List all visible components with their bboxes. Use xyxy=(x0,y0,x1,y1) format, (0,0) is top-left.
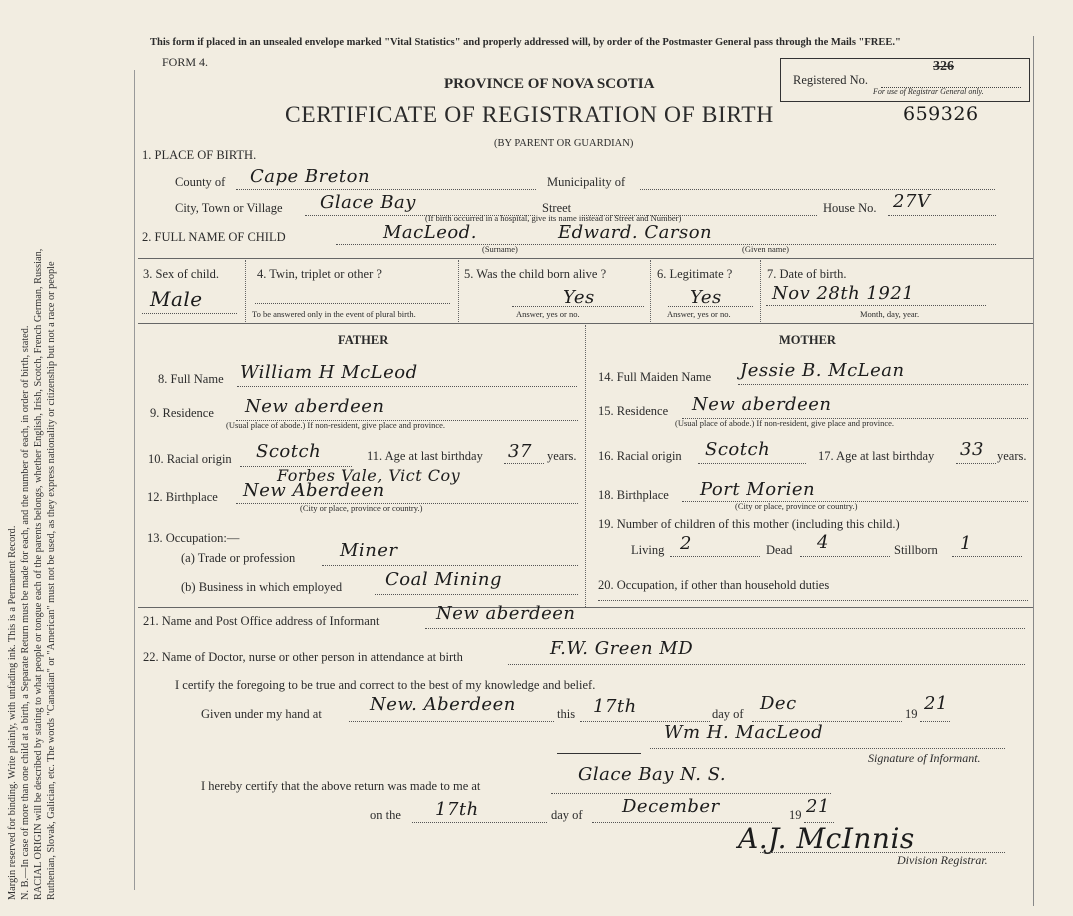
informant-certify-text: I certify the foregoing to be true and correct to the best of my knowledge and belief. xyxy=(175,678,596,692)
father-residence-note: (Usual place of abode.) If non-resident, give place and province. xyxy=(226,420,446,430)
alive-value: Yes xyxy=(563,287,595,308)
informant-signature: Wm H. MacLeod xyxy=(664,722,824,743)
mother-racial-value: Scotch xyxy=(705,439,771,460)
alive-label: 5. Was the child born alive ? xyxy=(464,267,607,281)
twin-note: To be answered only in the event of plural birth. xyxy=(252,309,416,319)
registrar-year: 21 xyxy=(806,796,830,817)
sex-label: 3. Sex of child. xyxy=(143,267,220,281)
mother-residence-value: New aberdeen xyxy=(692,394,832,415)
registrar-signature: A.J. McInnis xyxy=(738,822,915,855)
right-border xyxy=(1033,36,1034,906)
county-value: Cape Breton xyxy=(250,166,371,187)
registrar-certify-text: I hereby certify that the above return was made to me at xyxy=(201,779,481,793)
father-trade-value: Miner xyxy=(340,540,398,561)
mother-birthplace-note: (City or place, province or country.) xyxy=(735,501,858,511)
father-birthplace-note: (City or place, province or country.) xyxy=(300,503,423,513)
mother-birthplace-label: 18. Birthplace xyxy=(598,488,669,502)
father-birthplace-extra: Forbes Vale, Vict Coy xyxy=(277,466,461,485)
father-business-label: (b) Business in which employed xyxy=(181,580,343,594)
doctor-label: 22. Name of Doctor, nurse or other person in attendance at birth xyxy=(143,650,463,664)
town-value: Glace Bay xyxy=(320,192,416,213)
place-of-birth-label: 1. PLACE OF BIRTH. xyxy=(142,148,257,162)
dob-label: 7. Date of birth. xyxy=(767,267,847,281)
dob-note: Month, day, year. xyxy=(860,309,920,319)
given-place: New. Aberdeen xyxy=(370,694,516,715)
father-birthplace-label: 12. Birthplace xyxy=(147,490,218,504)
father-name-label: 8. Full Name xyxy=(158,372,224,386)
margin-line-3: RACIAL ORIGIN will be described by stating to what people or tongue each of the parents belongs, whether English, Irish, Scotch, French German, Russian, xyxy=(33,248,44,900)
father-residence-value: New aberdeen xyxy=(245,396,385,417)
living-label: Living xyxy=(631,543,665,557)
child-given-name: Edward. Carson xyxy=(558,222,713,243)
registered-note: For use of Registrar General only. xyxy=(873,87,984,96)
legitimate-label: 6. Legitimate ? xyxy=(657,267,733,281)
stillborn-label: Stillborn xyxy=(894,543,938,557)
mother-residence-note: (Usual place of abode.) If non-resident, give place and province. xyxy=(675,418,895,428)
margin-line-1: Margin reserved for binding. Write plainly, with unfading ink. This is a Permanent Record. xyxy=(7,525,18,900)
mother-name-label: 14. Full Maiden Name xyxy=(598,370,712,384)
twin-label: 4. Twin, triplet or other ? xyxy=(257,267,382,281)
father-age-unit: years. xyxy=(547,449,577,463)
margin-notes xyxy=(6,20,58,900)
mother-occupation-label: 20. Occupation, if other than household duties xyxy=(598,578,830,592)
father-birthplace-value: New Aberdeen xyxy=(243,480,385,501)
children-label: 19. Number of children of this mother (including this child.) xyxy=(598,517,900,531)
informant-label: 21. Name and Post Office address of Informant xyxy=(143,614,380,628)
certificate-number: 659326 xyxy=(903,103,979,125)
registrar-caption: Division Registrar. xyxy=(897,853,988,867)
surname-caption: (Surname) xyxy=(482,244,518,254)
given-day: 17th xyxy=(593,696,637,717)
postal-notice: This form if placed in an unsealed envelope marked "Vital Statistics" and properly addressed will, by order of the Postmaster General pass through the Mails "FREE." xyxy=(150,37,901,48)
father-heading: FATHER xyxy=(338,333,389,347)
this-label: this xyxy=(557,707,576,721)
father-business-value: Coal Mining xyxy=(385,569,502,590)
margin-line-2: N. B.—In case of more than one child at a birth, a Separate Return must be made for each, and the number of each, in order of birth, stated. xyxy=(20,325,31,900)
father-occupation-label: 13. Occupation:— xyxy=(147,531,240,545)
house-value: 27V xyxy=(893,191,931,212)
registrar-day: 17th xyxy=(435,799,479,820)
given-year: 21 xyxy=(924,693,948,714)
street-label: Street xyxy=(542,201,572,215)
doctor-value: F.W. Green MD xyxy=(550,638,694,659)
form-number: FORM 4. xyxy=(162,55,209,69)
father-name-value: William H McLeod xyxy=(240,362,418,383)
registered-number-box xyxy=(780,58,1030,102)
binding-margin-line xyxy=(134,70,135,890)
father-residence-label: 9. Residence xyxy=(150,406,214,420)
county-label: County of xyxy=(175,175,226,189)
mother-heading: MOTHER xyxy=(779,333,836,347)
child-surname: MacLeod. xyxy=(383,222,477,243)
given-month: Dec xyxy=(760,693,797,714)
registrar-month: December xyxy=(622,796,720,817)
mother-age-value: 33 xyxy=(960,439,984,460)
legitimate-value: Yes xyxy=(690,287,722,308)
province-heading: PROVINCE OF NOVA SCOTIA xyxy=(444,76,655,92)
father-racial-label: 10. Racial origin xyxy=(148,452,232,466)
child-name-label: 2. FULL NAME OF CHILD xyxy=(142,230,286,244)
municipality-label: Municipality of xyxy=(547,175,626,189)
legitimate-note: Answer, yes or no. xyxy=(667,309,731,319)
informant-signature-caption: Signature of Informant. xyxy=(868,751,981,765)
stillborn-value: 1 xyxy=(960,533,972,554)
mother-name-value: Jessie B. McLean xyxy=(740,360,905,381)
town-label: City, Town or Village xyxy=(175,201,283,215)
margin-line-4: Ruthenian, Slovak, Galician, etc. The words "Canadian" or "American" must not be used, as they express nationality or citizenship but not a race or people xyxy=(46,261,57,900)
dead-value: 4 xyxy=(817,532,829,553)
living-value: 2 xyxy=(680,533,692,554)
certificate-title: CERTIFICATE OF REGISTRATION OF BIRTH xyxy=(285,102,774,128)
mother-age-label: 17. Age at last birthday xyxy=(818,449,935,463)
registrar-year-prefix: 19 xyxy=(789,808,802,822)
mother-residence-label: 15. Residence xyxy=(598,404,669,418)
father-trade-label: (a) Trade or profession xyxy=(181,551,296,565)
mother-age-unit: years. xyxy=(997,449,1027,463)
father-racial-value: Scotch xyxy=(256,441,322,462)
given-under-label: Given under my hand at xyxy=(201,707,322,721)
house-label: House No. xyxy=(823,201,877,215)
mother-racial-label: 16. Racial origin xyxy=(598,449,682,463)
father-age-label: 11. Age at last birthday xyxy=(367,449,483,463)
certificate-subtitle: (BY PARENT OR GUARDIAN) xyxy=(494,138,634,149)
on-the-label: on the xyxy=(370,808,401,822)
alive-note: Answer, yes or no. xyxy=(516,309,580,319)
dob-value: Nov 28th 1921 xyxy=(772,283,915,304)
hospital-note: (If birth occurred in a hospital, give its name instead of Street and Number) xyxy=(425,213,682,223)
dead-label: Dead xyxy=(766,543,793,557)
sex-value: Male xyxy=(150,287,203,311)
day-of-label: day of xyxy=(712,707,744,721)
registered-label: Registered No. xyxy=(793,73,868,87)
registrar-place: Glace Bay N. S. xyxy=(578,764,727,785)
registered-value: 326 xyxy=(933,59,954,74)
informant-value: New aberdeen xyxy=(436,603,576,624)
given-year-prefix: 19 xyxy=(905,707,918,721)
father-age-value: 37 xyxy=(508,441,532,462)
given-caption: (Given name) xyxy=(742,244,789,254)
registrar-day-of-label: day of xyxy=(551,808,583,822)
mother-birthplace-value: Port Morien xyxy=(700,479,816,500)
